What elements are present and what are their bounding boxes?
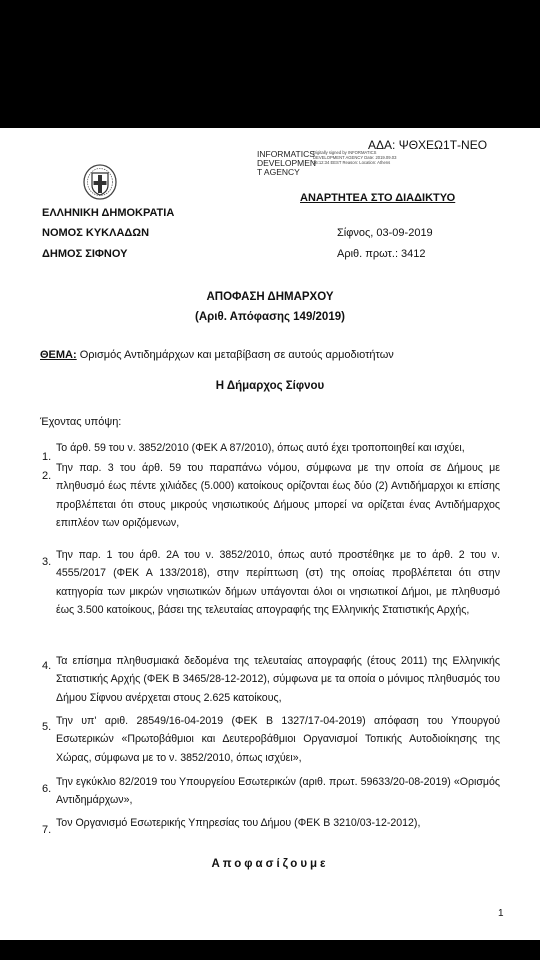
subject-line [40,349,394,361]
list-item-number: 5. [42,721,52,733]
list-item-number: 7. [42,824,52,836]
place-date: Σίφνος, 03-09-2019 [337,227,433,239]
list-item-number: 4. [42,660,52,672]
considering-intro: Έχοντας υπόψη: [40,416,122,428]
municipality-heading: ΔΗΜΟΣ ΣΙΦΝΟΥ [42,248,128,260]
digital-signature [254,148,454,188]
list-item: Τον Οργανισμό Εσωτερικής Υπηρεσίας του Δήμου (ΦΕΚ Β 3210/03-12-2012), [56,817,421,829]
protocol-number: Αριθ. πρωτ.: 3412 [337,248,426,260]
decision-heading: Αποφασίζουμε [211,858,329,870]
subject-label: ΘΕΜΑ: [40,349,77,361]
list-item: Το άρθ. 59 του ν. 3852/2010 (ΦΕΚ Α 87/2010), όπως αυτό έχει τροποποιηθεί και ισχύει, [56,442,465,454]
list-item: Την εγκύκλιο 82/2019 του Υπουργείου Εσωτερικών (αριθ. πρωτ. 59633/20-08-2019) «Ορισμός Αντιδημάρχων», [56,776,500,807]
signature-details: Digitally signed by INFORMATICS DEVELOPMENT AGENCY Date: 2019.09.03 16:12:34 EEST Reason: Location: Athens [313,150,397,165]
prefecture-heading: ΝΟΜΟΣ ΚΥΚΛΑΔΩΝ [42,227,150,239]
document-page [0,128,540,940]
list-item: Την παρ. 1 του άρθ. 2Α του ν. 3852/2010, όπως αυτό προστέθηκε με το άρθ. 2 του ν. 4555/2017 (ΦΕΚ Α 133/2018), στην περίπτωση (στ) της οποίας προβλέπεται ότι στην κατηγορία των μικρών νησιωτικών δήμων υπάγονται όλοι οι νησιωτικοί Δήμοι, με πληθυσμό έως 3.500 κατοίκους, βάσει της τελευταίας απογραφής της Ελληνικής Στατιστικής Αρχής, [56,549,500,616]
signature-name: INFORMATICS DEVELOPMEN T AGENCY [257,149,317,177]
document-title: ΑΠΟΦΑΣΗ ΔΗΜΑΡΧΟΥ [206,291,334,303]
republic-heading: ΕΛΛΗΝΙΚΗ ΔΗΜΟΚΡΑΤΙΑ [42,207,175,219]
list-item-number: 6. [42,783,52,795]
list-item-number: 2. [42,470,52,482]
greek-coat-of-arms-icon [82,164,118,200]
page-number: 1 [498,908,504,919]
list-item: Την παρ. 3 του άρθ. 59 του παραπάνω νόμου, σύμφωνα με την οποία σε Δήμους με πληθυσμό έως πέντε χιλιάδες (5.000) κατοίκους ορίζονται έως δύο (2) Αντιδήμαρχοι κι επίσης προβλέπεται ότι στους μικρούς νησιωτικούς Δήμους μπορεί να ορίζεται ένας Αντιδήμαρχος επιπλέον των οριζόμενων, [56,462,500,529]
list-item: Την υπ' αριθ. 28549/16-04-2019 (ΦΕΚ Β 1327/17-04-2019) απόφαση του Υπουργού Εσωτερικών «Πρωτοβάθμιοι και Δευτεροβάθμιοι Οργανισμοί Τοπικής Αυτοδιοίκησης της Χώρας, σύμφωνα με το ν. 3852/2010, όπως ισχύει», [56,715,500,764]
posting-notice: ΑΝΑΡΤΗΤΕΑ ΣΤΟ ΔΙΑΔΙΚΤΥΟ [300,192,456,204]
subject-text: Ορισμός Αντιδημάρχων και μεταβίβαση σε αυτούς αρμοδιοτήτων [76,349,394,361]
list-item-number: 1. [42,451,52,463]
mayor-heading: Η Δήμαρχος Σίφνου [215,380,325,392]
list-item-number: 3. [42,556,52,568]
ada-code: ΑΔΑ: ΨΘΧΕΩ1Τ-ΝΕΟ [368,138,488,152]
decision-number: (Αριθ. Απόφασης 149/2019) [195,311,345,323]
list-item: Τα επίσημα πληθυσμιακά δεδομένα της τελευταίας απογραφής (έτους 2011) της Ελληνικής Στατιστικής Αρχής (ΦΕΚ Β 3465/28-12-2012), σύμφωνα με τα οποία ο μόνιμος πληθυσμός του Δήμου Σίφνου ανέρχεται στους 2.625 κατοίκους, [56,655,500,704]
